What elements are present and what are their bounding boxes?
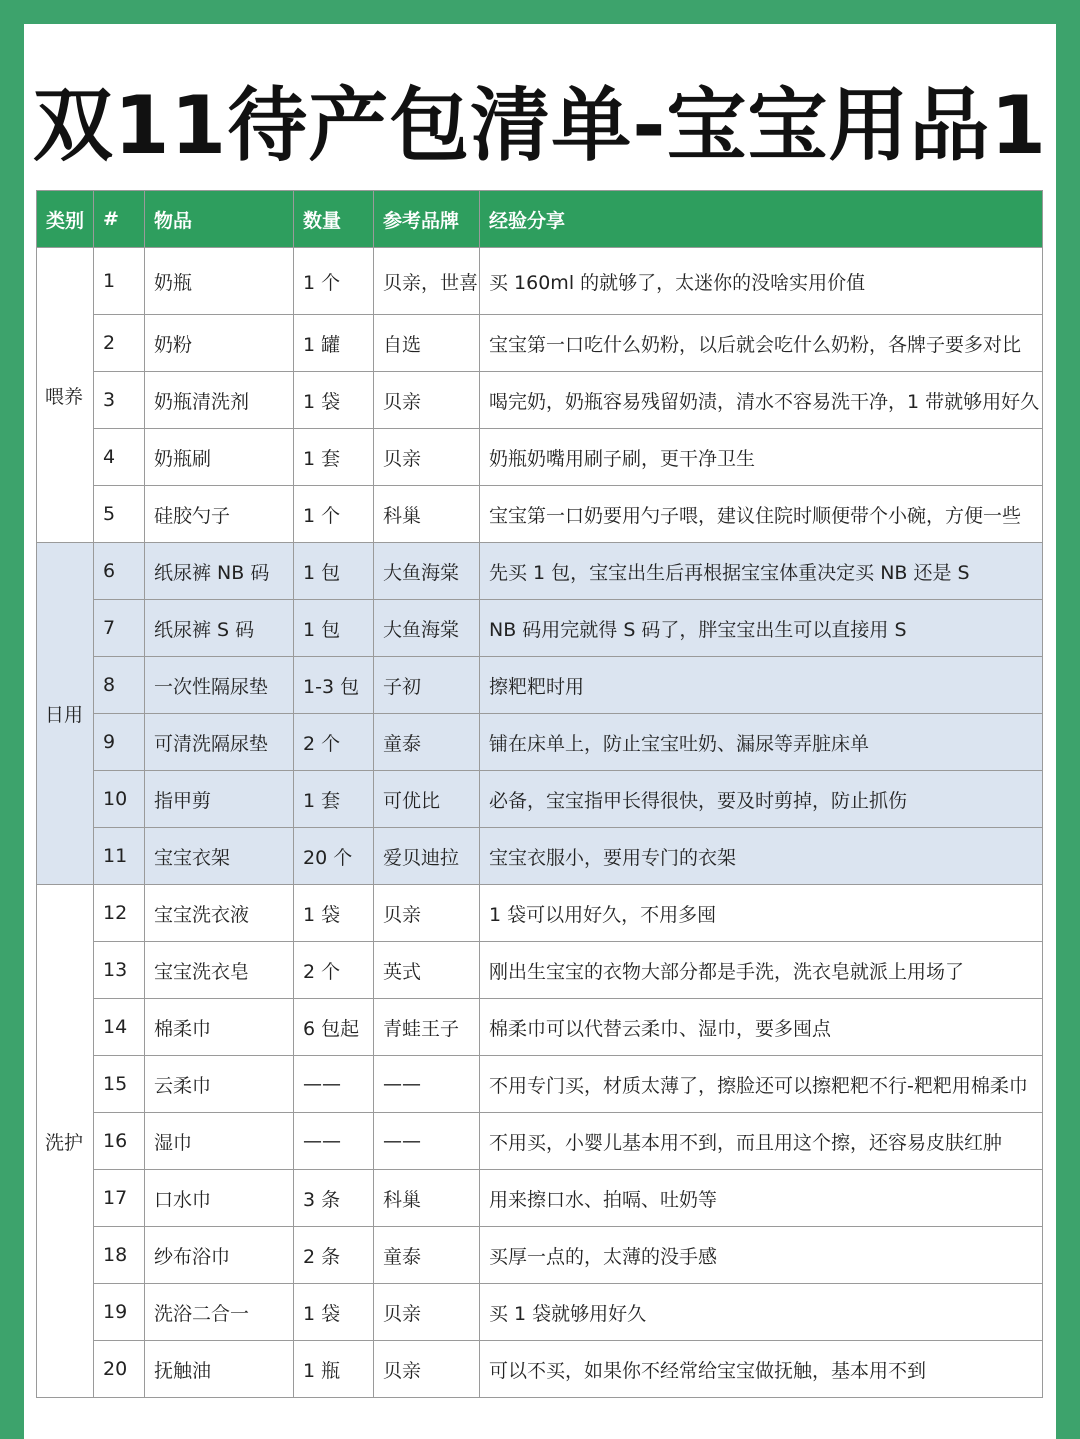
quantity-cell: 2 个 (294, 714, 374, 771)
brand-cell: 贝亲 (374, 429, 480, 486)
quantity-cell: 1 包 (294, 600, 374, 657)
checklist-table (36, 190, 1043, 1398)
number-cell: 11 (94, 828, 145, 885)
table-row (37, 1227, 1043, 1284)
number-cell: 15 (94, 1056, 145, 1113)
quantity-cell: —— (294, 1056, 374, 1113)
header-brand: 参考品牌 (374, 191, 480, 248)
item-cell: 宝宝洗衣皂 (145, 942, 294, 999)
number-cell: 17 (94, 1170, 145, 1227)
item-cell: 纱布浴巾 (145, 1227, 294, 1284)
brand-cell: 贝亲 (374, 1341, 480, 1398)
tips-cell: 宝宝第一口吃什么奶粉，以后就会吃什么奶粉，各牌子要多对比 (480, 315, 1043, 372)
tips-cell: 擦粑粑时用 (480, 657, 1043, 714)
table-row (37, 657, 1043, 714)
table-row (37, 942, 1043, 999)
brand-cell: 贝亲 (374, 885, 480, 942)
tips-cell: 奶瓶奶嘴用刷子刷，更干净卫生 (480, 429, 1043, 486)
tips-cell: 必备，宝宝指甲长得很快，要及时剪掉，防止抓伤 (480, 771, 1043, 828)
header-quantity: 数量 (294, 191, 374, 248)
number-cell: 7 (94, 600, 145, 657)
brand-cell: 可优比 (374, 771, 480, 828)
tips-cell: 1 袋可以用好久，不用多囤 (480, 885, 1043, 942)
brand-cell: 大鱼海棠 (374, 600, 480, 657)
brand-cell: 自选 (374, 315, 480, 372)
number-cell: 4 (94, 429, 145, 486)
number-cell: 1 (94, 248, 145, 315)
header-item: 物品 (145, 191, 294, 248)
quantity-cell: 1 套 (294, 429, 374, 486)
brand-cell: 爱贝迪拉 (374, 828, 480, 885)
brand-cell: 大鱼海棠 (374, 543, 480, 600)
item-cell: 纸尿裤 S 码 (145, 600, 294, 657)
tips-cell: 不用专门买，材质太薄了，擦脸还可以擦粑粑不行-粑粑用棉柔巾 (480, 1056, 1043, 1113)
brand-cell: 科巢 (374, 1170, 480, 1227)
item-cell: 奶瓶 (145, 248, 294, 315)
table-row (37, 1056, 1043, 1113)
header-tips: 经验分享 (480, 191, 1043, 248)
tips-cell: 可以不买，如果你不经常给宝宝做抚触，基本用不到 (480, 1341, 1043, 1398)
item-cell: 湿巾 (145, 1113, 294, 1170)
table-row (37, 486, 1043, 543)
number-cell: 8 (94, 657, 145, 714)
brand-cell: 贝亲，世喜 (374, 248, 480, 315)
brand-cell: 英式 (374, 942, 480, 999)
number-cell: 10 (94, 771, 145, 828)
quantity-cell: 1-3 包 (294, 657, 374, 714)
number-cell: 9 (94, 714, 145, 771)
quantity-cell: 1 包 (294, 543, 374, 600)
item-cell: 可清洗隔尿垫 (145, 714, 294, 771)
table-row (37, 1284, 1043, 1341)
table-row (37, 771, 1043, 828)
item-cell: 纸尿裤 NB 码 (145, 543, 294, 600)
quantity-cell: 1 袋 (294, 1284, 374, 1341)
number-cell: 3 (94, 372, 145, 429)
quantity-cell: 1 套 (294, 771, 374, 828)
brand-cell: —— (374, 1113, 480, 1170)
tips-cell: 宝宝第一口奶要用勺子喂，建议住院时顺便带个小碗，方便一些 (480, 486, 1043, 543)
table-row (37, 600, 1043, 657)
number-cell: 6 (94, 543, 145, 600)
category-cell: 喂养 (37, 248, 94, 543)
tips-cell: 喝完奶，奶瓶容易残留奶渍，清水不容易洗干净，1 带就够用好久 (480, 372, 1043, 429)
number-cell: 18 (94, 1227, 145, 1284)
item-cell: 抚触油 (145, 1341, 294, 1398)
quantity-cell: 1 瓶 (294, 1341, 374, 1398)
tips-cell: NB 码用完就得 S 码了，胖宝宝出生可以直接用 S (480, 600, 1043, 657)
checklist-card (24, 24, 1056, 1439)
quantity-cell: 1 个 (294, 248, 374, 315)
quantity-cell: —— (294, 1113, 374, 1170)
number-cell: 19 (94, 1284, 145, 1341)
number-cell: 16 (94, 1113, 145, 1170)
table-row (37, 1113, 1043, 1170)
number-cell: 13 (94, 942, 145, 999)
quantity-cell: 1 个 (294, 486, 374, 543)
number-cell: 2 (94, 315, 145, 372)
tips-cell: 买厚一点的，太薄的没手感 (480, 1227, 1043, 1284)
tips-cell: 棉柔巾可以代替云柔巾、湿巾，要多囤点 (480, 999, 1043, 1056)
item-cell: 奶瓶清洗剂 (145, 372, 294, 429)
quantity-cell: 2 个 (294, 942, 374, 999)
brand-cell: 贝亲 (374, 372, 480, 429)
quantity-cell: 1 袋 (294, 885, 374, 942)
number-cell: 12 (94, 885, 145, 942)
tips-cell: 买 160ml 的就够了，太迷你的没啥实用价值 (480, 248, 1043, 315)
category-cell: 日用 (37, 543, 94, 885)
quantity-cell: 6 包起 (294, 999, 374, 1056)
tips-cell: 铺在床单上，防止宝宝吐奶、漏尿等弄脏床单 (480, 714, 1043, 771)
brand-cell: 科巢 (374, 486, 480, 543)
item-cell: 指甲剪 (145, 771, 294, 828)
table-row (37, 885, 1043, 942)
item-cell: 口水巾 (145, 1170, 294, 1227)
item-cell: 宝宝洗衣液 (145, 885, 294, 942)
item-cell: 硅胶勺子 (145, 486, 294, 543)
number-cell: 5 (94, 486, 145, 543)
page-title: 双11待产包清单-宝宝用品1 (32, 79, 1048, 172)
table-row (37, 714, 1043, 771)
brand-cell: 贝亲 (374, 1284, 480, 1341)
brand-cell: 青蛙王子 (374, 999, 480, 1056)
table-row (37, 543, 1043, 600)
quantity-cell: 20 个 (294, 828, 374, 885)
brand-cell: —— (374, 1056, 480, 1113)
header-number: # (94, 191, 145, 248)
quantity-cell: 1 罐 (294, 315, 374, 372)
quantity-cell: 1 袋 (294, 372, 374, 429)
tips-cell: 宝宝衣服小，要用专门的衣架 (480, 828, 1043, 885)
brand-cell: 童泰 (374, 1227, 480, 1284)
table-row (37, 1341, 1043, 1398)
quantity-cell: 2 条 (294, 1227, 374, 1284)
number-cell: 14 (94, 999, 145, 1056)
item-cell: 宝宝衣架 (145, 828, 294, 885)
table-row (37, 999, 1043, 1056)
item-cell: 云柔巾 (145, 1056, 294, 1113)
table-header-row (37, 191, 1043, 248)
tips-cell: 用来擦口水、拍嗝、吐奶等 (480, 1170, 1043, 1227)
table-body (37, 248, 1043, 1398)
table-row (37, 828, 1043, 885)
item-cell: 棉柔巾 (145, 999, 294, 1056)
item-cell: 洗浴二合一 (145, 1284, 294, 1341)
header-category: 类别 (37, 191, 94, 248)
table-row (37, 372, 1043, 429)
table-row (37, 1170, 1043, 1227)
tips-cell: 买 1 袋就够用好久 (480, 1284, 1043, 1341)
table-row (37, 315, 1043, 372)
table-row (37, 429, 1043, 486)
table-row (37, 248, 1043, 315)
item-cell: 奶粉 (145, 315, 294, 372)
tips-cell: 刚出生宝宝的衣物大部分都是手洗，洗衣皂就派上用场了 (480, 942, 1043, 999)
tips-cell: 不用买，小婴儿基本用不到，而且用这个擦，还容易皮肤红肿 (480, 1113, 1043, 1170)
quantity-cell: 3 条 (294, 1170, 374, 1227)
category-cell: 洗护 (37, 885, 94, 1398)
item-cell: 奶瓶刷 (145, 429, 294, 486)
tips-cell: 先买 1 包，宝宝出生后再根据宝宝体重决定买 NB 还是 S (480, 543, 1043, 600)
brand-cell: 子初 (374, 657, 480, 714)
item-cell: 一次性隔尿垫 (145, 657, 294, 714)
brand-cell: 童泰 (374, 714, 480, 771)
number-cell: 20 (94, 1341, 145, 1398)
